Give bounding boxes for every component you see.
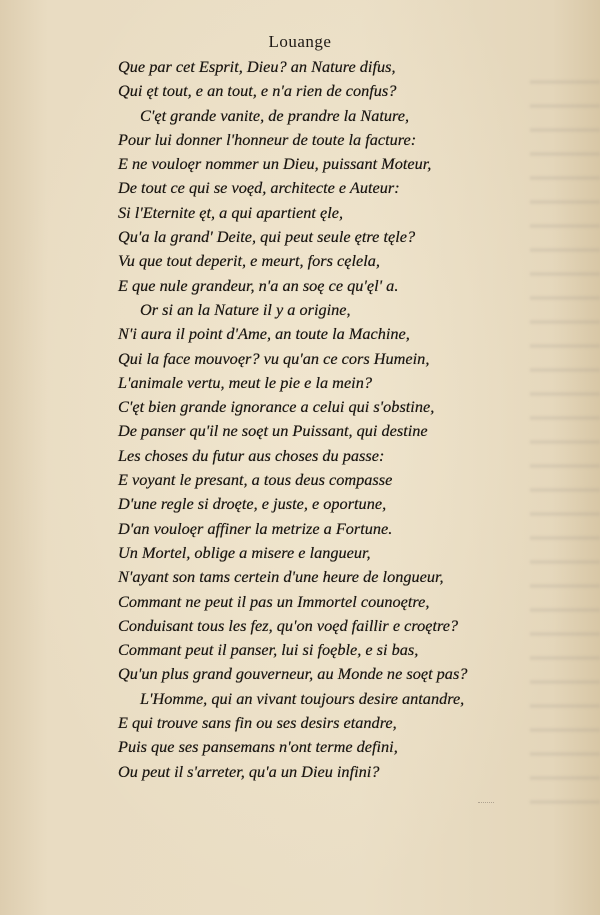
verse-line: C'ęt grande vanite, de prandre la Nature, (140, 105, 410, 125)
verse-line: Les choses du futur aus choses du passe: (118, 445, 385, 465)
verse-line: N'ayant son tams certein d'une heure de longueur, (118, 567, 444, 587)
verse-line: Qu'a la grand' Deite, qui peut seule ętre tęle? (118, 227, 416, 247)
verse-line: C'ęt bien grande ignorance a celui qui s'obstine, (118, 397, 435, 417)
verse-line: E voyant le presant, a tous deus compasse (118, 470, 393, 490)
verse-line: Commant ne peut il pas un Immortel counoętre, (118, 591, 430, 611)
verse-line: Puis que ses pansemans n'ont terme defini, (118, 737, 398, 757)
verse-line: Que par cet Esprit, Dieu? an Nature difus, (118, 57, 396, 76)
verse-line: Vu que tout deperit, e meurt, fors cęlela, (118, 251, 380, 271)
verse-line: N'i aura il point d'Ame, an toute la Machine, (118, 324, 410, 344)
verse-line: D'an vouloęr affiner la metrize a Fortune. (118, 518, 393, 538)
verse-line: De tout ce qui se voęd, architecte e Auteur: (118, 178, 400, 198)
verse-line: E que nule grandeur, n'a an soę ce qu'ęl' a. (118, 275, 399, 295)
verse-line: Si l'Eternite ęt, a qui apartient ęle, (118, 202, 344, 222)
verse-line: Commant peut il panser, lui si foęble, e si bas, (118, 640, 419, 660)
running-title: Louange (268, 32, 332, 51)
verse-line: Or si an la Nature il y a origine, (140, 299, 351, 319)
verse-line: Qu'un plus grand gouverneur, au Monde ne soęt pas? (118, 664, 468, 684)
poem-text (0, 55, 600, 784)
verse-line: Qui la face mouvoęr? vu qu'an ce cors Humein, (118, 348, 430, 368)
verse-line: D'une regle si droęte, e juste, e oportune, (118, 494, 387, 514)
verse-line: Ou peut il s'arreter, qu'a un Dieu infini? (118, 761, 380, 781)
verse-line: Pour lui donner l'honneur de toute la facture: (118, 129, 417, 149)
printer-mark (478, 792, 494, 803)
verse-line: E ne vouloęr nommer un Dieu, puissant Moteur, (118, 154, 432, 174)
verse-line: Un Mortel, oblige a misere e langueur, (118, 542, 371, 562)
verse-line: Conduisant tous les fez, qu'on voęd faillir e croętre? (118, 615, 459, 635)
verse-line: L'Homme, qui an vivant toujours desire antandre, (140, 688, 465, 708)
verse-line: E qui trouve sans fin ou ses desirs etandre, (118, 713, 397, 733)
verse-line: De panser qu'il ne soęt un Puissant, qui destine (118, 421, 428, 441)
verse-line: Qui ęt tout, e an tout, e n'a rien de confus? (118, 81, 397, 101)
verse-line: L'animale vertu, meut le pie e la mein? (118, 372, 372, 392)
